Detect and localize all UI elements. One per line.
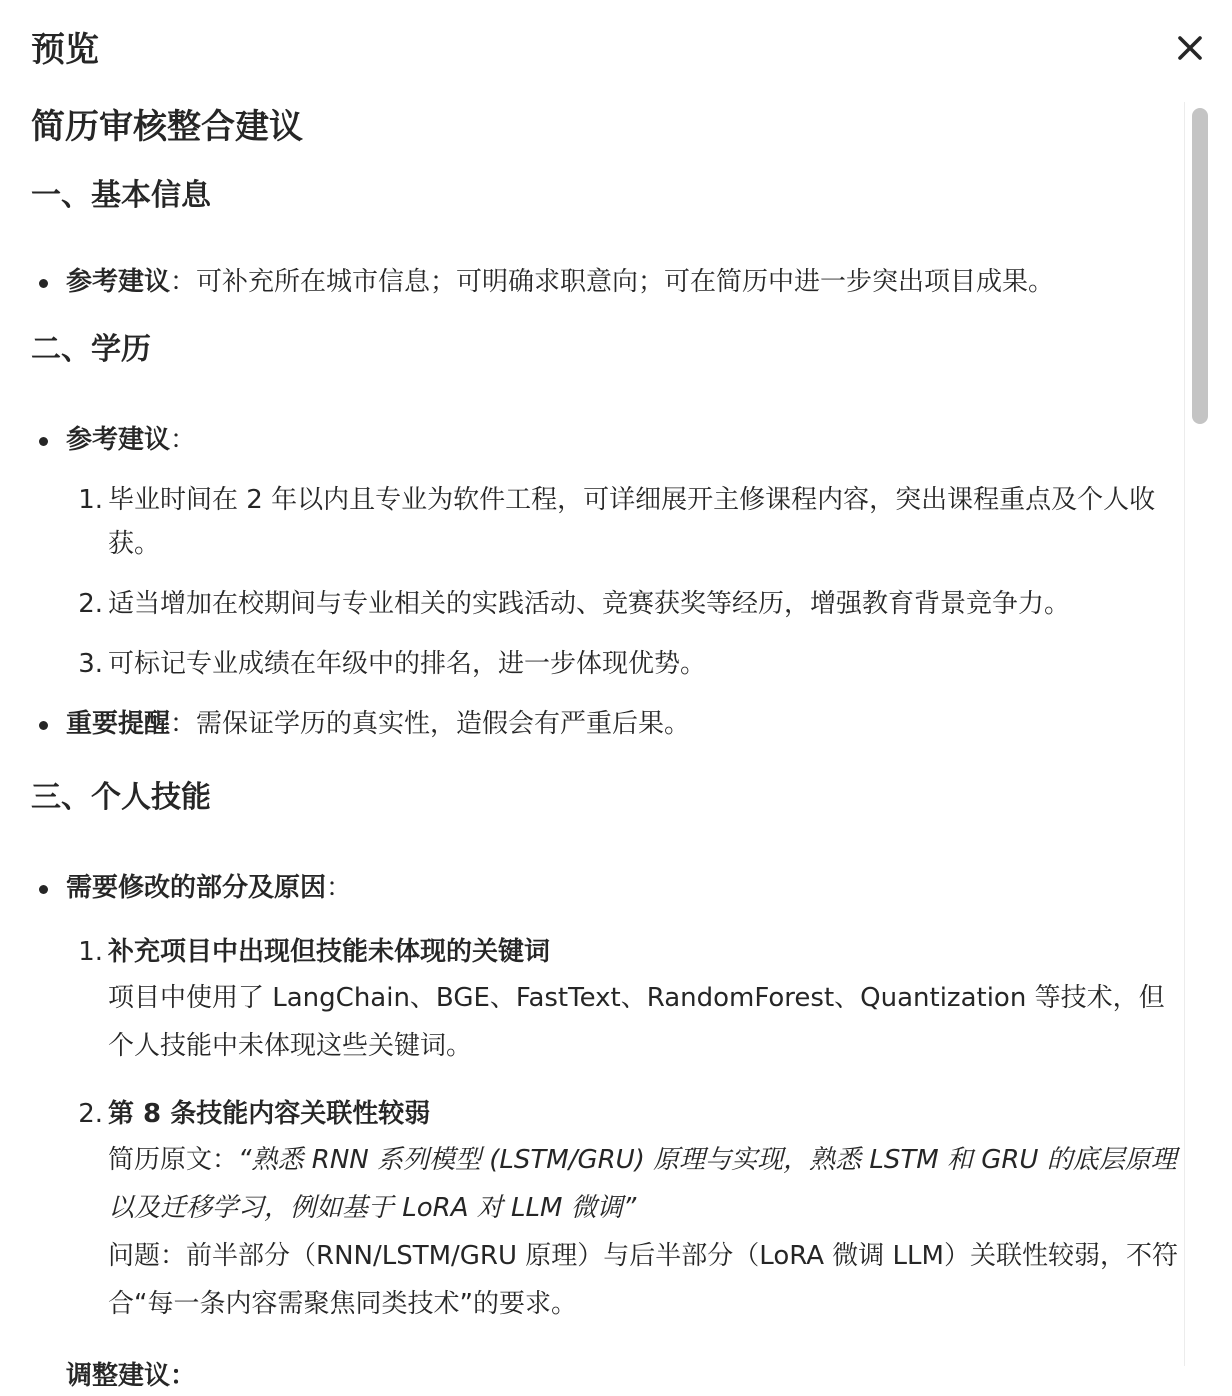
close-button[interactable] xyxy=(1170,28,1210,68)
desc-prefix: 项目中使用了 xyxy=(108,983,273,1013)
ordered-list-item xyxy=(78,478,1181,566)
item-number: 3. xyxy=(78,649,103,679)
item-number: 2. xyxy=(78,589,103,619)
item-description xyxy=(108,974,1181,1070)
ordered-list-item xyxy=(78,642,1181,686)
list-item xyxy=(31,420,1181,460)
bullet-label: 参考建议 xyxy=(66,267,171,297)
desc-keywords: LangChain、BGE、FastText、RandomForest、Quantization xyxy=(272,983,1027,1013)
cutoff-label: 调整建议： xyxy=(66,1361,197,1391)
item-text: 毕业时间在 2 年以内且专业为软件工程，可详细展开主修课程内容，突出课程重点及个人收获。 xyxy=(108,485,1156,559)
reminder-label: 重要提醒 xyxy=(66,709,171,739)
list-item xyxy=(31,868,1181,908)
ordered-list xyxy=(31,930,1181,1328)
item-text: 适当增加在校期间与专业相关的实践活动、竞赛获奖等经历，增强教育背景竞争力。 xyxy=(108,589,1071,619)
bullet-label: 参考建议 xyxy=(66,425,171,455)
bullet-text: ：可补充所在城市信息；可明确求职意向；可在简历中进一步突出项目成果。 xyxy=(170,267,1055,297)
bullet-colon: ： xyxy=(170,425,197,455)
section-heading-education: 二、学历 xyxy=(31,332,151,367)
ordered-list-item xyxy=(78,1092,1181,1328)
list-item xyxy=(31,704,1181,744)
scrollbar-thumb[interactable] xyxy=(1192,108,1208,424)
item-title: 补充项目中出现但技能未体现的关键词 xyxy=(108,937,551,967)
section-heading-skills: 三、个人技能 xyxy=(31,780,211,815)
item-number: 2. xyxy=(78,1099,103,1129)
item-quote xyxy=(108,1136,1181,1232)
item-text: 可标记专业成绩在年级中的排名，进一步体现优势。 xyxy=(108,649,707,679)
quote-text: “熟悉 RNN 系列模型 (LSTM/GRU) 原理与实现，熟悉 LSTM 和 GRU 的底层原理以及迁移学习，例如基于 LoRA 对 LLM 微调” xyxy=(108,1145,1177,1223)
item-number: 1. xyxy=(78,937,103,967)
quote-label: 简历原文： xyxy=(108,1145,239,1175)
bullet-colon: ： xyxy=(326,873,353,903)
preview-title: 预览 xyxy=(31,30,99,70)
desc-suffix: 等技术，但个人技能中未体现这些关键词。 xyxy=(108,983,1165,1061)
document-title: 简历审核整合建议 xyxy=(31,107,303,147)
item-issue: 问题：前半部分（RNN/LSTM/GRU 原理）与后半部分（LoRA 微调 LLM）关联性较弱，不符合“每一条内容需聚焦同类技术”的要求。 xyxy=(108,1241,1178,1319)
item-number: 1. xyxy=(78,485,103,515)
reminder-text: ：需保证学历的真实性，造假会有严重后果。 xyxy=(170,709,691,739)
ordered-list-item xyxy=(78,582,1181,626)
item-title: 第 8 条技能内容关联性较弱 xyxy=(108,1099,431,1129)
section-heading-basic-info: 一、基本信息 xyxy=(31,178,211,213)
ordered-list xyxy=(31,478,1181,686)
close-icon xyxy=(1170,28,1210,68)
list-item xyxy=(31,262,1181,302)
ordered-list-item xyxy=(78,930,1181,1070)
bullet-label: 需要修改的部分及原因 xyxy=(66,873,327,903)
